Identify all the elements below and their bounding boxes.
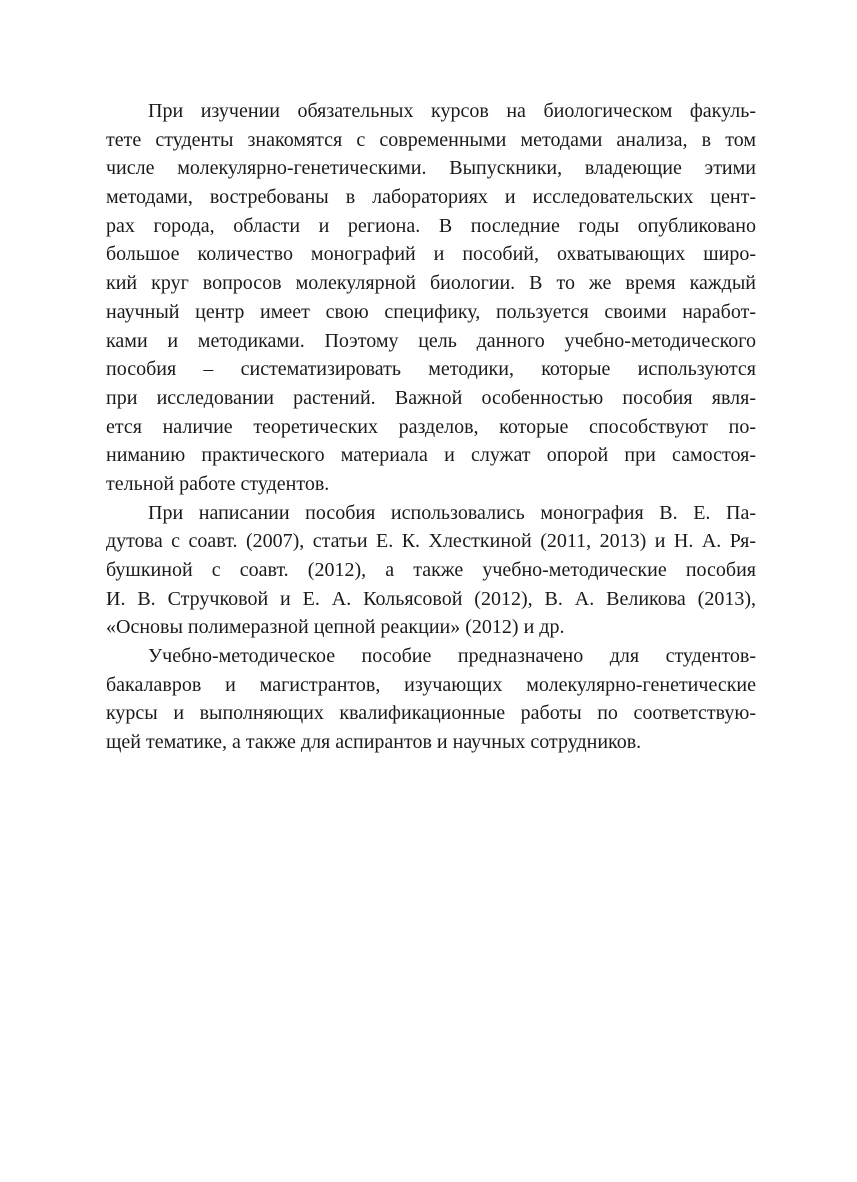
paragraph-2-line: «Основы полимеразной цепной реакции» (2012) и др. — [106, 616, 565, 639]
paragraph-1-line: При изучении обязательных курсов на биологическом факуль- — [148, 100, 756, 122]
paragraph-2-line: бушкиной с соавт. (2012), а также учебно-методические пособия — [106, 559, 756, 581]
paragraph-1-line: пособия – систематизировать методики, которые используются — [106, 358, 756, 381]
paragraph-3-line: курсы и выполняющих квалификационные работы по соответствую- — [106, 702, 756, 725]
paragraph-1-line: большое количество монографий и пособий, охватывающих широ- — [106, 243, 756, 266]
paragraph-1-line: ниманию практического материала и служат опорой при самостоя- — [106, 444, 756, 467]
paragraph-1-line: тете студенты знакомятся с современными методами анализа, в том — [106, 128, 756, 151]
paragraph-2-line: При написании пособия использовались монография В. Е. Па- — [148, 501, 756, 524]
paragraph-1-line: тельной работе студентов. — [106, 472, 330, 495]
paragraph-2-line: дутова с соавт. (2007), статьи Е. К. Хлесткиной (2011, 2013) и Н. А. Ря- — [106, 530, 756, 553]
paragraph-1-line: научный центр имеет свою специфику, пользуется своими наработ- — [106, 300, 756, 323]
paragraph-2-line: И. В. Стручковой и Е. А. Кольясовой (2012), В. А. Великова (2013), — [106, 587, 756, 610]
paragraph-1-line: рах города, области и региона. В последние годы опубликовано — [106, 214, 756, 237]
paragraph-1-line: кий круг вопросов молекулярной биологии. В то же время каждый — [106, 272, 756, 295]
paragraph-1-line: методами, востребованы в лабораториях и исследовательских цент- — [106, 186, 756, 209]
paragraph-3-line: бакалавров и магистрантов, изучающих молекулярно-генетические — [106, 673, 756, 696]
paragraph-3-line: Учебно-методическое пособие предназначено для студентов- — [148, 645, 756, 668]
paragraph-3-line: щей тематике, а также для аспирантов и научных сотрудников. — [106, 731, 642, 754]
paragraph-1-line: числе молекулярно-генетическими. Выпускники, владеющие этими — [106, 157, 756, 180]
body-text — [106, 97, 756, 757]
paragraph-1-line: ется наличие теоретических разделов, которые способствуют по- — [106, 415, 756, 438]
paragraph-1-line: ками и методиками. Поэтому цель данного учебно-методического — [106, 329, 756, 352]
paragraph-1-line: при исследовании растений. Важной особенностью пособия явля- — [106, 386, 756, 409]
